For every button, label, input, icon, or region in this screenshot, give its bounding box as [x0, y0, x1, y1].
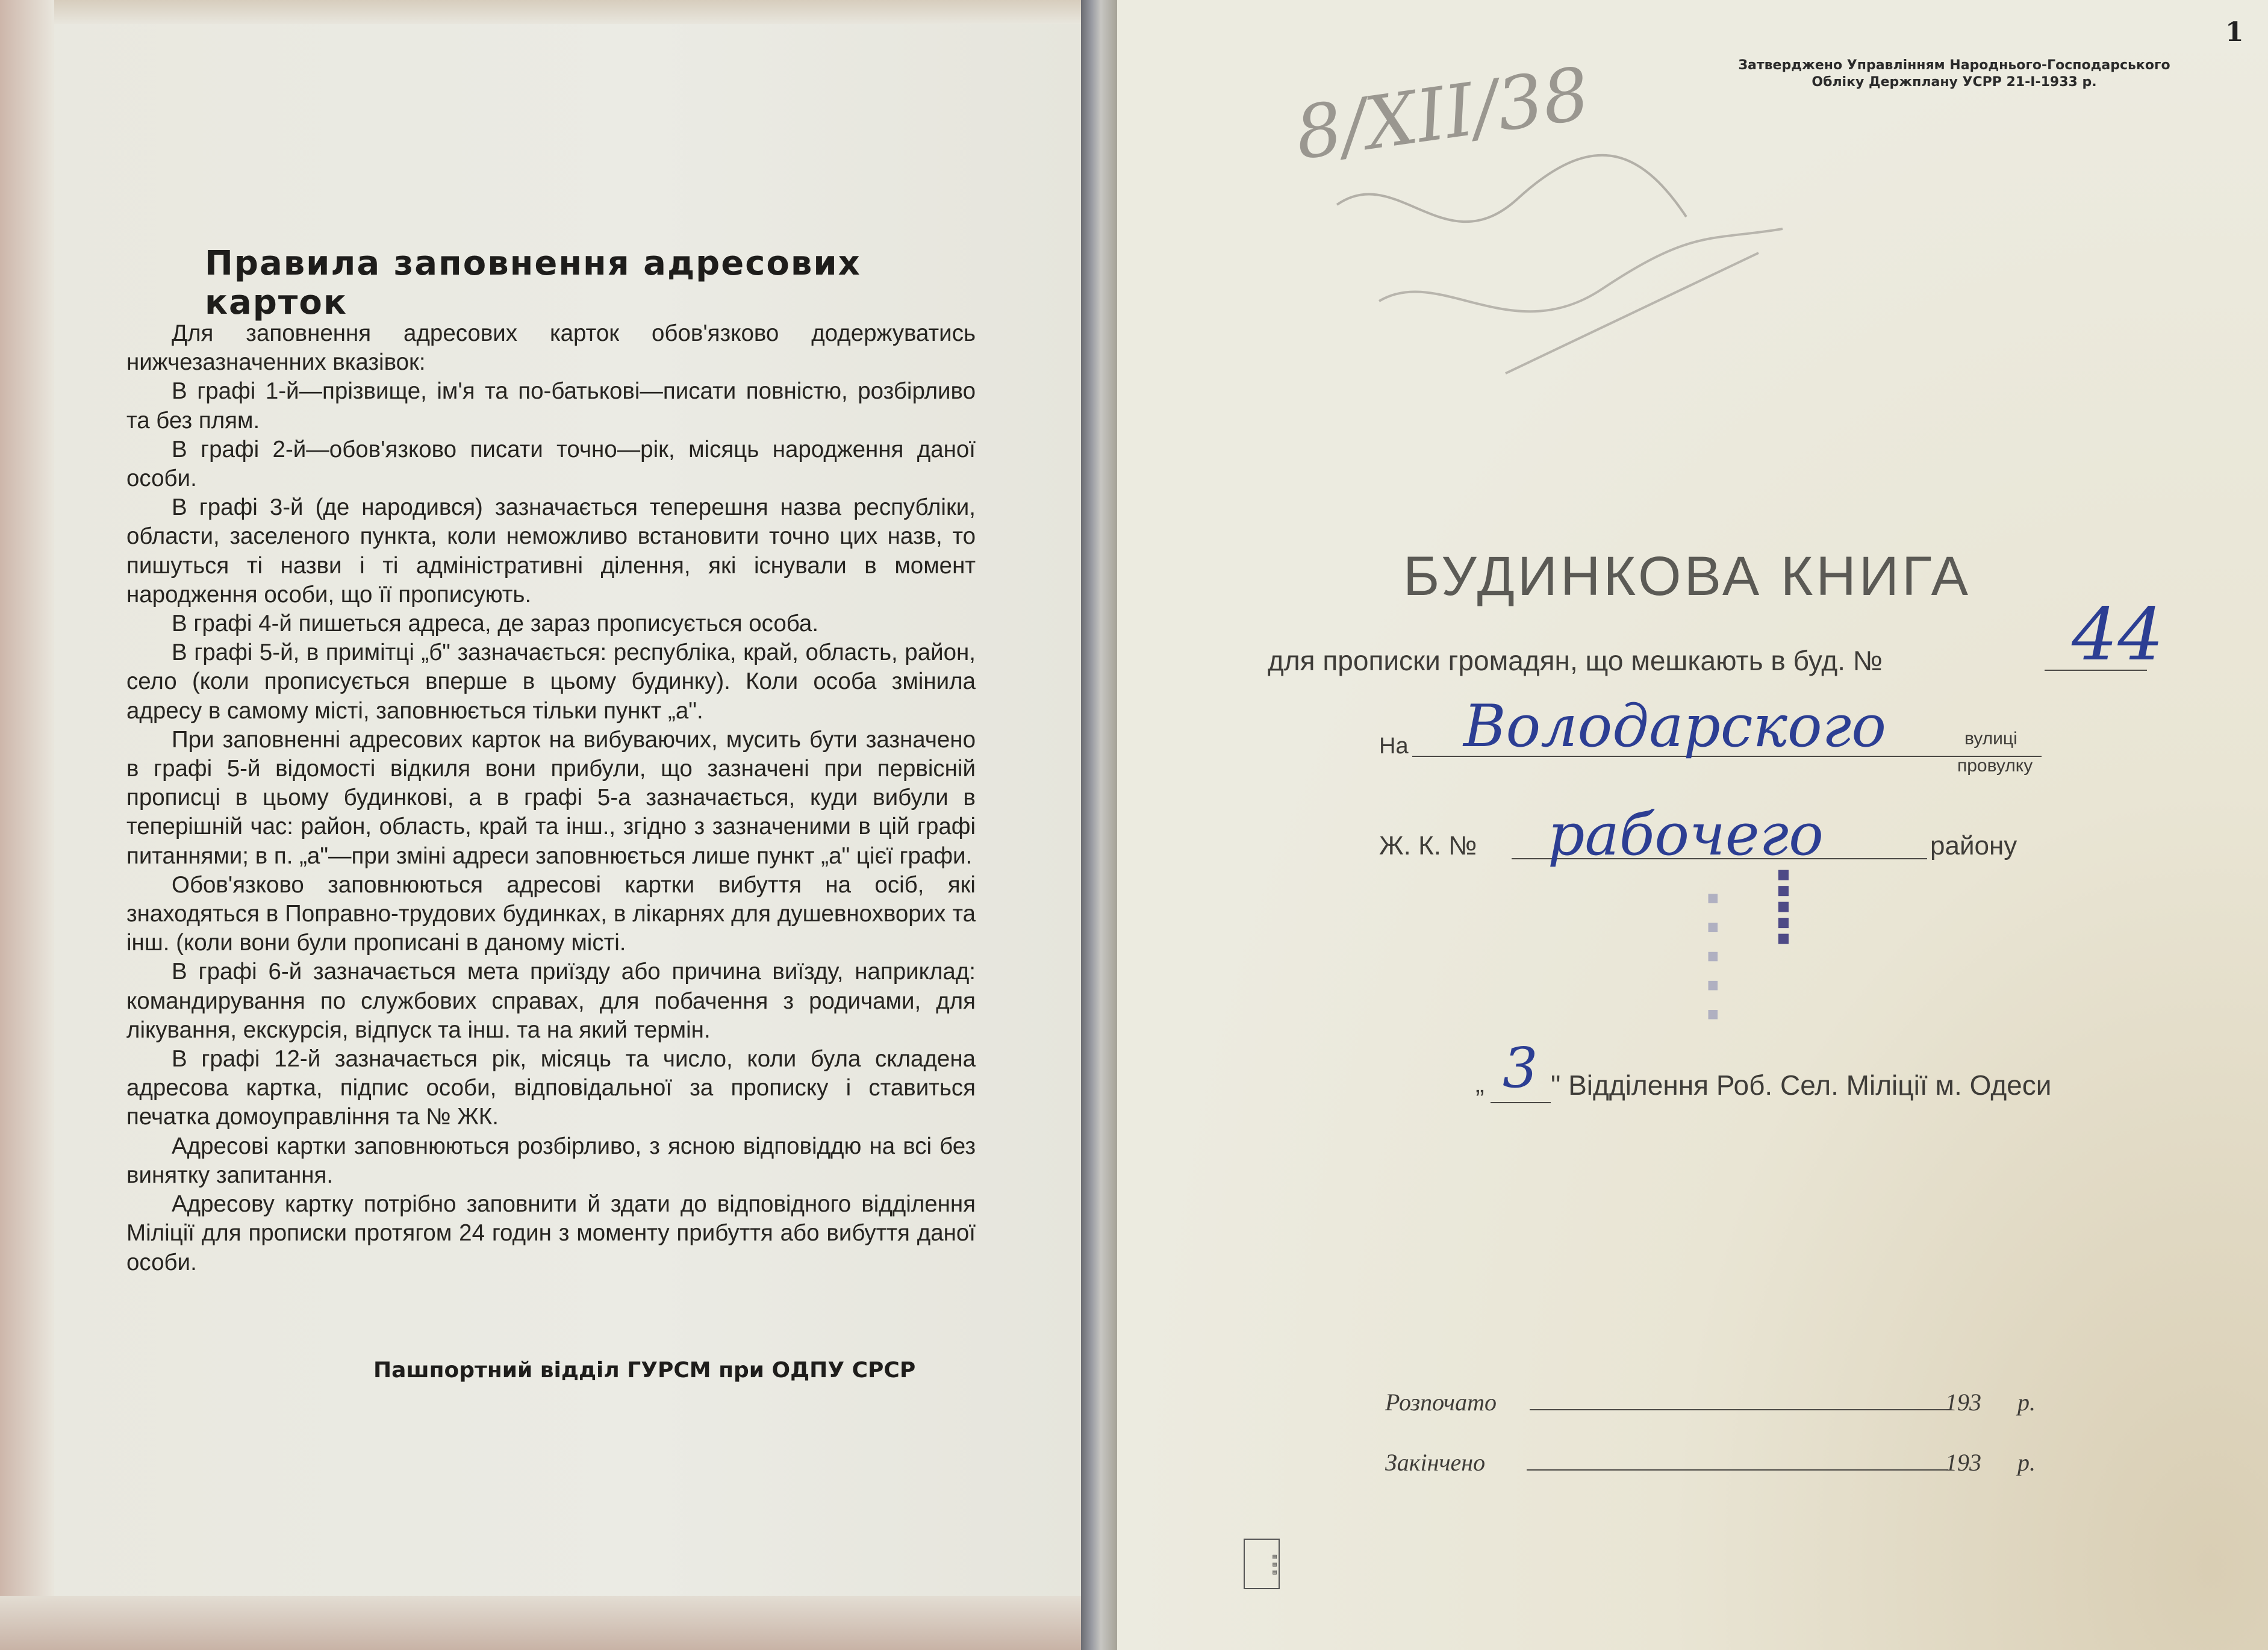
approval-line: Затверджено Управлінням Народнього-Господарського [1738, 58, 2170, 73]
finished-year: 193 [1945, 1449, 1981, 1476]
rules-paragraph: В графі 12-й зазначається рік, місяць та число, коли була складена адресова картка, підпис особи, відповідальної за прописку і ставиться печатка домоуправління та № ЖК. [126, 1046, 976, 1130]
pencil-scribbles [1325, 108, 1807, 422]
house-line-label: для прописки громадян, що мешкають в буд. № [1268, 645, 1883, 676]
started-year: 193 [1945, 1389, 1981, 1416]
house-number-value: 44 [2072, 593, 2164, 677]
street-prefix: На [1379, 733, 1409, 759]
street-value: Володарского [1463, 693, 1886, 760]
approval-line: Обліку Держплану УСРР 21-І-1933 р. [1812, 75, 2097, 90]
district-label: району [1930, 831, 2017, 861]
department-quote-open: „ [1475, 1069, 1484, 1098]
zhk-prefix: Ж. К. № [1379, 831, 1477, 861]
rules-paragraph: Адресову картку потрібно заповнити й здати до відповідного відділення Міліції для прописки протягом 24 годин з моменту прибуття або вибуття даної особи. [126, 1191, 976, 1275]
rules-paragraph: Обов'язково заповнюються адресові картки вибуття на осіб, які знаходяться в Поправно-трудових будинках, в лікарнях для душевнохворих та інш. (коли вони були прописані в даному місті. [126, 871, 976, 956]
page-number: 1 [2225, 17, 2244, 48]
started-label: Розпочато [1385, 1389, 1497, 1416]
rules-paragraph: В графі 4-й пишеться адреса, де зараз прописується особа. [172, 611, 819, 637]
started-blank [1530, 1409, 1951, 1410]
department-blank [1491, 1102, 1551, 1103]
rules-paragraph: В графі 3-й (де народився) зазначається теперешня назва республіки, области, заселеного пункта, коли неможливо встановити точно цих назв, то пишуться ті назви і ті адміністративні ділення, які існували в момент народження особи, що її прописують. [126, 494, 976, 608]
page-edge-left [0, 0, 54, 1650]
finished-label: Закінчено [1385, 1449, 1486, 1476]
rules-title: Правила заповнення адресових карток [205, 244, 861, 322]
rules-paragraph: Для заповнення адресових карток обов'язково додержуватись нижчезазначенних вказівок: [126, 320, 976, 376]
book-spine [1081, 0, 1117, 1650]
department-number: 3 [1503, 1036, 1538, 1100]
rules-paragraph: При заповненні адресових карток на вибуваючих, мусить бути зазначено в графі 5-й відомості відкиля вони прибули, що зазначені при первісній прописці в цьому будинкові, а в графі 5-а зазначається, куди вибули в теперішній час: район, область, край та інш., згідно з зазначеними в цій графі питаннями; в п. „а"—при зміні адреси заповнюється лише пункт „а" цієї графи. [126, 726, 976, 869]
department-text: " Відділення Роб. Сел. Міліції м. Одеси [1551, 1069, 2052, 1101]
pencil-date-note: 8/XII/38 [1290, 52, 1595, 176]
finished-r: р. [2017, 1449, 2036, 1476]
approval-note [1713, 57, 2195, 91]
rules-paragraph: Адресові картки заповнюються розбірливо, з ясною відповіддю на всі без винятку запитання. [126, 1133, 976, 1188]
book-title: БУДИНКОВА КНИГА [1403, 546, 1971, 607]
finished-blank [1527, 1469, 1948, 1471]
rules-paragraph: В графі 1-й—прізвище, ім'я та по-батькові—писати повністю, розбірливо та без плям. [126, 378, 976, 434]
rules-body [126, 319, 976, 1277]
started-r: р. [2017, 1389, 2036, 1416]
rules-paragraph: В графі 5-й, в примітці „б" зазначається: республіка, край, область, район, село (коли прописується вперше в цьому будинку). Коли особа змінила адресу в самому місті, заповнюється тільки пункт „а". [126, 640, 976, 724]
page-edge-top [0, 0, 1081, 24]
page-edge-bottom [0, 1596, 1081, 1650]
street-label: вулиці [1964, 729, 2017, 749]
lane-label: провулку [1957, 756, 2033, 776]
rules-signature: Пашпортний відділ ГУРСМ при ОДПУ СРСР [373, 1358, 916, 1383]
zhk-value: рабочего [1548, 801, 1824, 868]
left-page [0, 0, 1081, 1650]
faint-stamp: ▪ ▪ ▪ ▪ ▪ [1701, 891, 1728, 1022]
printer-mark-icon: ▤▤▤ [1244, 1539, 1280, 1589]
rules-paragraph: В графі 6-й зазначається мета приїзду або причина виїзду, наприклад: командирування по службових справах, для побачення з родичами, для лікування, екскурсія, відпуск та інш. та на який термін. [126, 959, 976, 1043]
faint-stamp: ▪▪▪▪▪ [1770, 867, 1801, 947]
rules-paragraph: В графі 2-й—обов'язково писати точно—рік, місяць народження даної особи. [126, 436, 976, 492]
